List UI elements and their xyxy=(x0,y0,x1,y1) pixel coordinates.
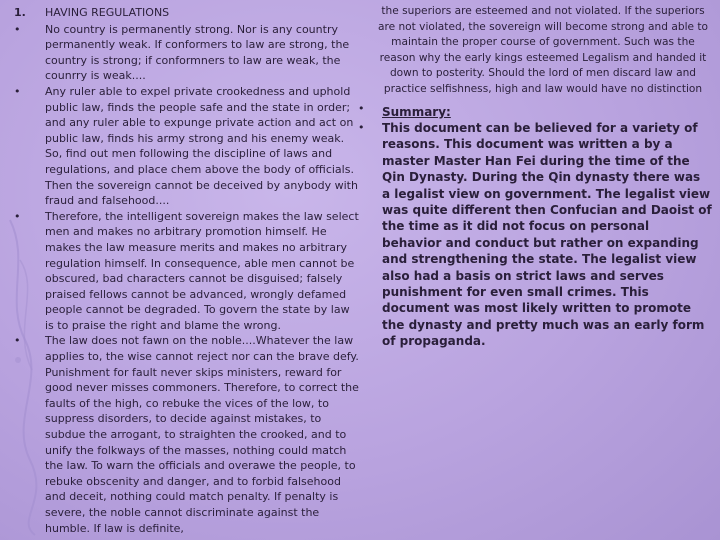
paragraph-text: Therefore, the intelligent sovereign makes the law select men and makes no arbitrary promotion himself. He makes the law measure merits and makes no arbitrary regulation himself. In consequence, able men cannot be obscured, bad characters cannot be disguised; falsely praised fellows cannot be advanced, wrongly defamed people cannot be degraded. To govern the state by law is to praise the right and blame the wrong. xyxy=(45,209,359,332)
bullet-icon: • xyxy=(358,101,365,115)
paragraph-text: The law does not fawn on the noble....Whatever the law applies to, the wise cannot reject nor can the brave defy. Punishment for fault never skips ministers, reward for good never misses commoners. Therefore, to correct the faults of the high, co rebuke the vices of the low, to suppress disorders, to decide against mistakes, to subdue the arrogant, to straighten the crooked, and to unify the folkways of the masses, nothing could match the law. To warn the officials and overawe the people, to rebuke obscenity and danger, and to forbid falsehood and deceit, nothing could match penalty. If penalty is severe, the noble cannot discriminate against the humble. If law is definite, xyxy=(45,334,359,535)
list-item xyxy=(14,333,359,536)
summary-title: Summary: xyxy=(382,104,451,119)
summary-text: This document can be believed for a variety of reasons. This document was written a by a master Master Han Fei during the time of the Qin Dynasty. During the Qin dynasty there was a legalist view on government. The legalist view was quite different then Confucian and Daoist of the time as it did not focus on personal behavior and conduct but rather on expanding and strengthening the state. The legalist view also had a basis on strict laws and serves punishment for even small crimes. This document was most likely written to promote the dynasty and pretty much was an early form of propaganda. xyxy=(382,120,712,349)
summary-item xyxy=(360,120,712,350)
right-column xyxy=(360,0,712,350)
continuation-text: the superiors are esteemed and not violated. If the superiors are not violated, the sovereign will become strong and able to maintain the proper course of government. Such was the reason why the early kings esteemed Legalism and handed it down to posterity. Should the lord of men discard law and practice selfishness, high and law would have no distinction xyxy=(377,5,709,95)
heading-number: 1. xyxy=(14,6,26,19)
left-column xyxy=(14,0,359,536)
bullet-icon: • xyxy=(358,120,365,134)
bullet-icon: • xyxy=(14,22,21,36)
list-item xyxy=(14,22,359,84)
section-heading xyxy=(14,0,359,21)
bullet-icon: • xyxy=(14,84,21,98)
summary-heading xyxy=(360,101,712,120)
bullet-icon: • xyxy=(14,334,21,348)
list-item xyxy=(14,84,359,209)
heading-text: HAVING REGULATIONS xyxy=(45,6,170,19)
paragraph-text: No country is permanently strong. Nor is any country permanently weak. If conformers to law are strong, the country is strong; if conformners to law are weak, the counrry is weak.... xyxy=(45,22,350,83)
list-item xyxy=(14,209,359,334)
paragraph-text: Any ruler able to expel private crookedness and uphold public law, finds the people safe and the state in order; and any ruler able to expunge private action and act on public law, finds his army strong and his enemy weak. So, find out men following the discipline of laws and regulations, and place chem above the body of officials. Then the sovereign cannot be deceived by anybody with fraud and falsehood.... xyxy=(45,84,358,208)
bullet-icon: • xyxy=(14,209,21,223)
